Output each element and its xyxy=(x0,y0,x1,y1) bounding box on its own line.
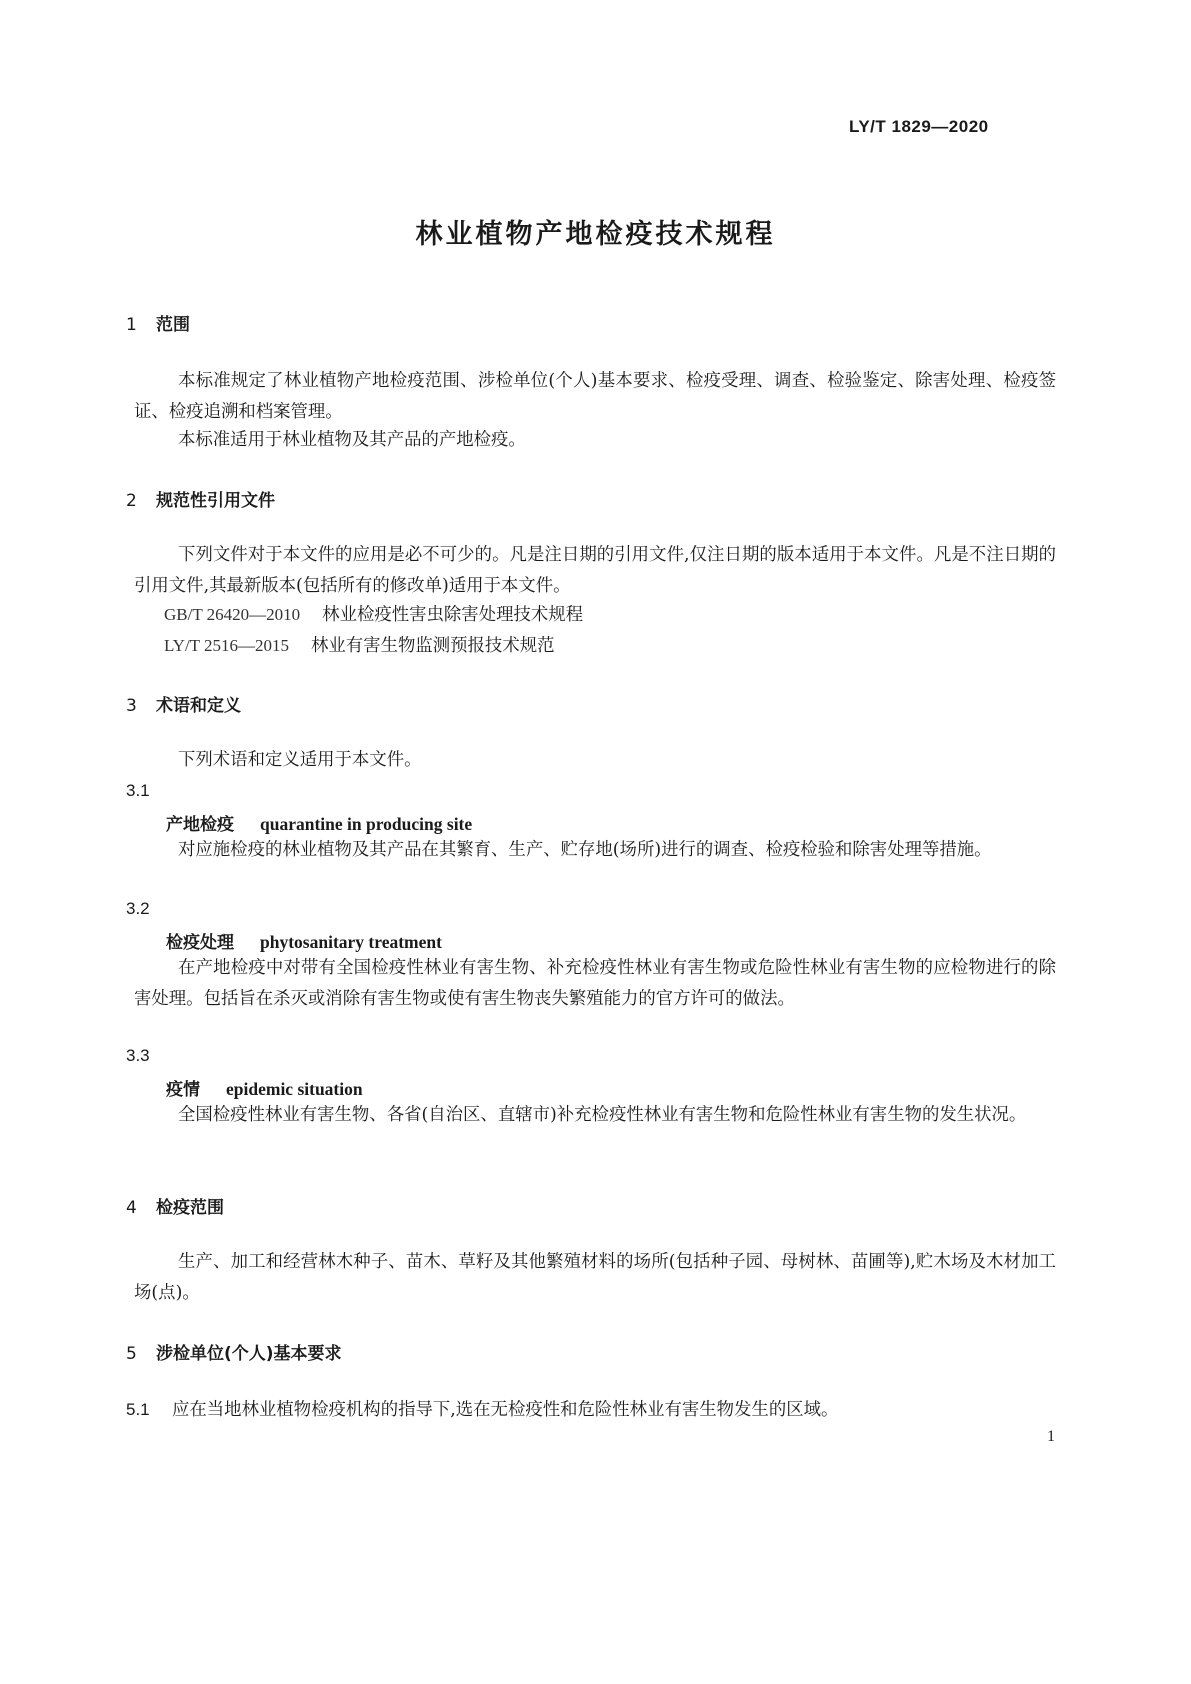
reference-code: LY/T 2516—2015 xyxy=(164,636,290,655)
section-number: 2 xyxy=(126,491,137,511)
section-1-heading xyxy=(126,310,190,335)
term-chinese: 疫情 xyxy=(166,1080,200,1100)
section-1-paragraph-1: 本标准规定了林业植物产地检疫范围、涉检单位(个人)基本要求、检疫受理、调查、检验鉴定、除害处理、检疫签证、检疫追溯和档案管理。 xyxy=(134,371,1056,422)
page-number: 1 xyxy=(1047,1428,1055,1445)
section-2-paragraph-1: 下列文件对于本文件的应用是必不可少的。凡是注日期的引用文件,仅注日期的版本适用于本文件。凡是不注日期的引用文件,其最新版本(包括所有的修改单)适用于本文件。 xyxy=(134,545,1056,596)
standard-code: LY/T 1829—2020 xyxy=(849,117,989,136)
section-5-heading xyxy=(126,1339,342,1364)
section-3-paragraph-1: 下列术语和定义适用于本文件。 xyxy=(178,750,422,770)
section-2-heading xyxy=(126,486,275,511)
reference-item xyxy=(164,630,555,662)
term-definition: 全国检疫性林业有害生物、各省(自治区、直辖市)补充检疫性林业有害生物和危险性林业有害生物的发生状况。 xyxy=(178,1105,1027,1125)
term-heading xyxy=(166,928,442,953)
reference-title: 林业有害生物监测预报技术规范 xyxy=(311,636,555,656)
document-title: 林业植物产地检疫技术规程 xyxy=(415,219,776,250)
term-heading xyxy=(166,810,472,835)
section-title: 涉检单位(个人)基本要求 xyxy=(156,1344,342,1364)
section-title: 术语和定义 xyxy=(156,696,241,716)
reference-title: 林业检疫性害虫除害处理技术规程 xyxy=(322,605,584,625)
clause-5-1 xyxy=(126,1394,838,1426)
reference-code: GB/T 26420—2010 xyxy=(164,605,301,624)
section-number: 5 xyxy=(126,1344,137,1364)
term-number: 3.1 xyxy=(126,781,150,800)
section-3-heading xyxy=(126,691,241,716)
reference-item xyxy=(164,599,583,631)
section-number: 4 xyxy=(126,1198,137,1218)
section-4-heading xyxy=(126,1193,224,1218)
term-english: epidemic situation xyxy=(226,1079,363,1099)
term-heading xyxy=(166,1075,363,1100)
clause-number: 5.1 xyxy=(126,1400,150,1419)
section-number: 1 xyxy=(126,315,137,335)
term-chinese: 产地检疫 xyxy=(166,815,234,835)
term-number: 3.3 xyxy=(126,1046,150,1065)
section-title: 检疫范围 xyxy=(156,1198,224,1218)
section-4-paragraph-1: 生产、加工和经营林木种子、苗木、草籽及其他繁殖材料的场所(包括种子园、母树林、苗圃等),贮木场及木材加工场(点)。 xyxy=(134,1252,1056,1303)
term-english: phytosanitary treatment xyxy=(260,932,442,952)
section-1-paragraph-2: 本标准适用于林业植物及其产品的产地检疫。 xyxy=(178,430,526,450)
term-number: 3.2 xyxy=(126,899,150,918)
section-number: 3 xyxy=(126,696,137,716)
term-english: quarantine in producing site xyxy=(260,814,473,834)
clause-text: 应在当地林业植物检疫机构的指导下,选在无检疫性和危险性林业有害生物发生的区域。 xyxy=(172,1400,839,1420)
term-chinese: 检疫处理 xyxy=(166,933,234,953)
term-definition: 在产地检疫中对带有全国检疫性林业有害生物、补充检疫性林业有害生物或危险性林业有害生物的应检物进行的除害处理。包括旨在杀灭或消除有害生物或使有害生物丧失繁殖能力的官方许可的做法。 xyxy=(134,958,1056,1009)
section-title: 范围 xyxy=(156,315,190,335)
term-definition: 对应施检疫的林业植物及其产品在其繁育、生产、贮存地(场所)进行的调查、检疫检验和除害处理等措施。 xyxy=(178,840,992,860)
section-title: 规范性引用文件 xyxy=(156,491,275,511)
